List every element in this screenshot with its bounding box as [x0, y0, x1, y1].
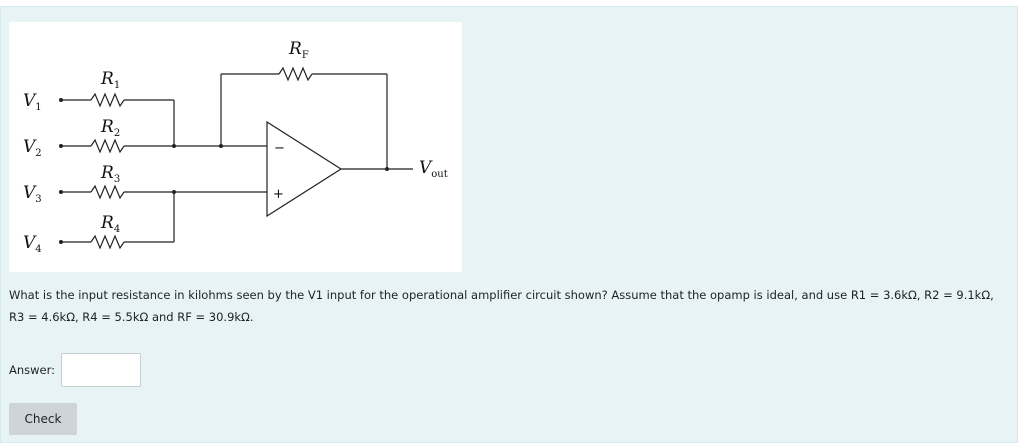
check-button[interactable]: Check [9, 403, 77, 435]
question-panel [0, 6, 1018, 443]
inverting-sign: − [274, 141, 285, 156]
label-r1: $R_1$ [101, 69, 121, 91]
noninverting-sign: + [273, 187, 284, 202]
opamp-circuit-svg [9, 22, 462, 272]
resistor-r3 [91, 186, 124, 198]
label-v2: $V_2$ [23, 137, 42, 159]
resistor-r2 [91, 140, 124, 152]
answer-row [9, 352, 141, 388]
resistor-r1 [91, 94, 124, 106]
answer-label: Answer: [9, 363, 56, 377]
label-r2: $R_2$ [101, 117, 121, 139]
circuit-diagram [9, 22, 462, 272]
label-r3: $R_3$ [101, 163, 121, 185]
label-r4: $R_4$ [101, 213, 121, 235]
resistor-rf [279, 68, 312, 80]
label-v4: $V_4$ [23, 233, 42, 255]
label-v3: $V_3$ [23, 183, 42, 205]
resistor-r4 [91, 236, 124, 248]
label-v1: $V_1$ [23, 91, 42, 113]
answer-input[interactable] [61, 353, 141, 387]
question-text: What is the input resistance in kilohms seen by the V1 input for the operational amplifier circuit shown? Assume that the opamp is ideal, and use R1 = 3.6kΩ, R2 = 9.1kΩ, R3 = 4.6kΩ, R4 = 5.5kΩ and RF = 30.9kΩ. [9, 288, 994, 324]
label-vout: $V_{out}$ [419, 158, 448, 180]
label-rf: $R_F$ [289, 39, 309, 61]
